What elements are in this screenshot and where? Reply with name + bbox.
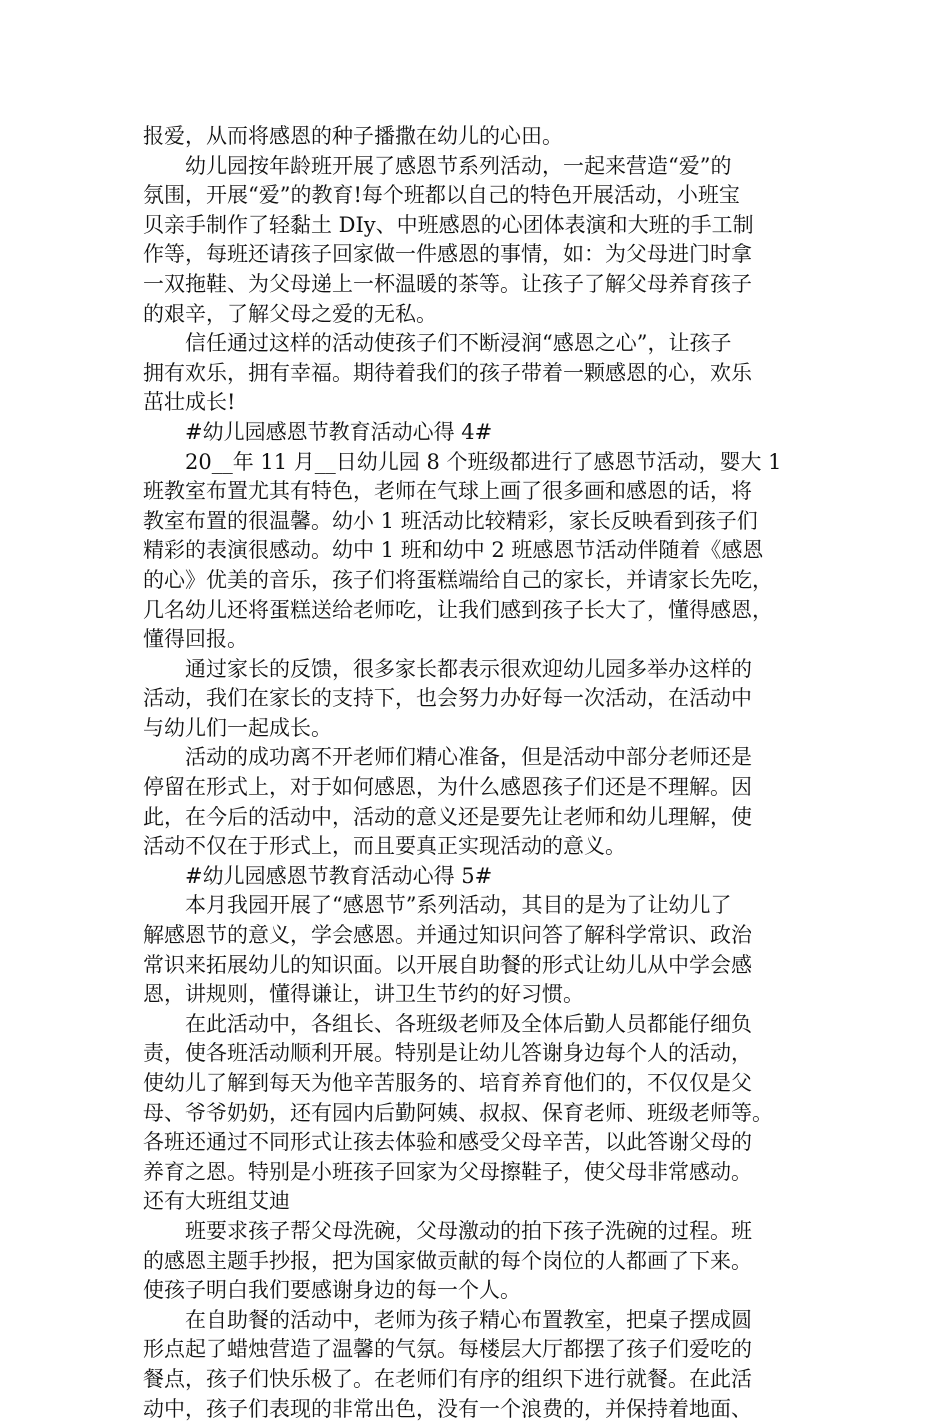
document-body [143, 122, 823, 1424]
text-line: 20__年 11 月__日幼儿园 8 个班级都进行了感恩节活动，婴大 1 [185, 449, 782, 474]
text-line: 与幼儿们一起成长。 [143, 715, 332, 740]
text-line: 在自助餐的活动中，老师为孩子精心布置教室，把桌子摆成圆 [185, 1307, 752, 1332]
text-line: 活动，我们在家长的支持下，也会努力办好每一次活动，在活动中 [143, 686, 752, 711]
text-line: 活动的成功离不开老师们精心准备，但是活动中部分老师还是 [185, 745, 752, 770]
text-line: 使幼儿了解到每天为他辛苦服务的、培育养育他们的，不仅仅是父 [143, 1071, 752, 1095]
text-line: 茁壮成长! [143, 390, 236, 415]
text-line: 懂得回报。 [143, 627, 248, 652]
text-line: 解感恩节的意义，学会感恩。并通过知识问答了解科学常识、政治 [143, 923, 752, 948]
text-line: 的心》优美的音乐，孩子们将蛋糕端给自己的家长，并请家长先吃， [143, 567, 773, 592]
text-line: 停留在形式上，对于如何感恩，为什么感恩孩子们还是不理解。因 [143, 775, 752, 800]
text-line: 活动不仅在于形式上，而且要真正实现活动的意义。 [143, 834, 626, 859]
text-line: 使孩子明白我们要感谢身边的每一个人。 [143, 1278, 521, 1303]
text-line: 此，在今后的活动中，活动的意义还是要先让老师和幼儿理解，使 [143, 804, 752, 829]
text-line: 养育之恩。特别是小班孩子回家为父母擦鞋子，使父母非常感动。 [143, 1159, 752, 1184]
text-line: 通过家长的反馈，很多家长都表示很欢迎幼儿园多举办这样的 [185, 656, 752, 681]
text-line: 精彩的表演很感动。幼中 1 班和幼中 2 班感恩节活动伴随着《感恩 [143, 538, 764, 563]
text-line: 一双拖鞋、为父母递上一杯温暖的茶等。让孩子了解父母养育孩子 [143, 271, 752, 296]
text-line: 动中，孩子们表现的非常出色，没有一个浪费的，并保持着地面、 [143, 1396, 752, 1421]
text-line: 贝亲手制作了轻黏土 DIy、中班感恩的心团体表演和大班的手工制 [143, 212, 754, 237]
text-line: 的艰辛，了解父母之爱的无私。 [143, 301, 437, 326]
text-line: 的感恩主题手抄报，把为国家做贡献的每个岗位的人都画了下来。 [143, 1248, 752, 1273]
section-heading: #幼儿园感恩节教育活动心得 4# [185, 419, 493, 444]
text-line: 拥有欢乐，拥有幸福。期待着我们的孩子带着一颗感恩的心，欢乐 [143, 360, 752, 385]
text-line: 信任通过这样的活动使孩子们不断浸润“感恩之心”，让孩子 [185, 331, 732, 356]
text-line: 餐点，孩子们快乐极了。在老师们有序的组织下进行就餐。在此活 [143, 1366, 752, 1391]
text-line: 报爱，从而将感恩的种子播撒在幼儿的心田。 [143, 124, 563, 148]
text-line: 母、爷爷奶奶，还有园内后勤阿姨、叔叔、保育老师、班级老师等。 [143, 1100, 773, 1125]
text-line: 幼儿园按年龄班开展了感恩节系列活动，一起来营造“爱”的 [185, 153, 732, 178]
text-line: 在此活动中，各组长、各班级老师及全体后勤人员都能仔细负 [185, 1011, 752, 1036]
section-heading: #幼儿园感恩节教育活动心得 5# [185, 863, 493, 888]
text-line: 常识来拓展幼儿的知识面。以开展自助餐的形式让幼儿从中学会感 [143, 952, 752, 977]
text-line: 几名幼儿还将蛋糕送给老师吃，让我们感到孩子长大了，懂得感恩， [143, 597, 773, 622]
text-line: 作等，每班还请孩子回家做一件感恩的事情，如：为父母进门时拿 [143, 242, 752, 267]
text-line: 责，使各班活动顺利开展。特别是让幼儿答谢身边每个人的活动， [143, 1041, 752, 1066]
text-line: 班教室布置尤其有特色，老师在气球上画了很多画和感恩的话，将 [143, 479, 752, 504]
text-line: 形点起了蜡烛营造了温馨的气氛。每楼层大厅都摆了孩子们爱吃的 [143, 1337, 752, 1362]
text-line: 班要求孩子帮父母洗碗，父母激动的拍下孩子洗碗的过程。班 [185, 1218, 752, 1243]
text-line: 各班还通过不同形式让孩去体验和感受父母辛苦，以此答谢父母的 [143, 1130, 752, 1155]
text-line: 氛围，开展“爱”的教育!每个班都以自己的特色开展活动，小班宝 [143, 183, 740, 208]
text-line: 教室布置的很温馨。幼小 1 班活动比较精彩，家长反映看到孩子们 [143, 508, 758, 533]
text-line: 还有大班组艾迪 [143, 1189, 290, 1214]
text-line: 恩，讲规则，懂得谦让，讲卫生节约的好习惯。 [143, 982, 584, 1007]
text-line: 本月我园开展了“感恩节”系列活动，其目的是为了让幼儿了 [185, 893, 732, 918]
